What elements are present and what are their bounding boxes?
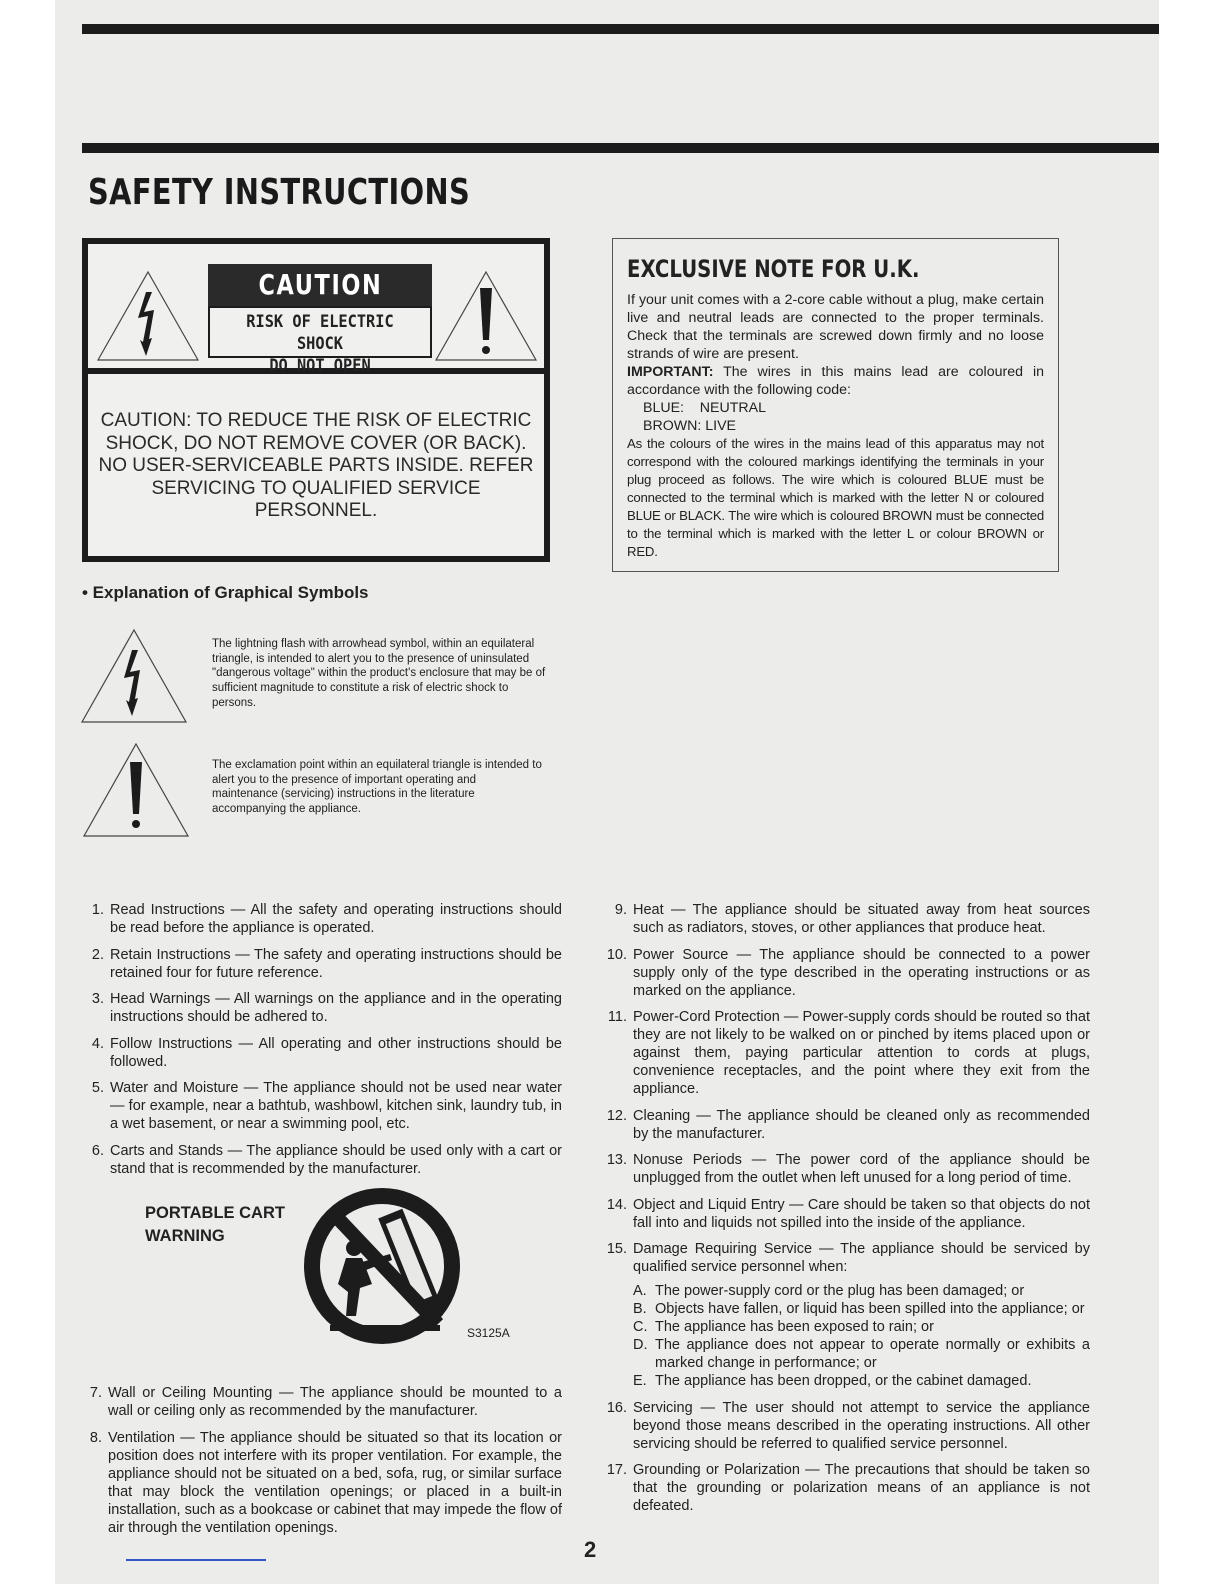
list-item: 15. Damage Requiring Service — The appliance should be serviced by qualified service personnel when: A. The power-supply cord or the plug has been damaged; or B. Objects have fallen, or liquid has been spilled into the appliance; or C. The appliance has been exposed to rain; or D. The appliance does not appear to operate normally or exhibits a marked change in performance; or E. The appliance has been dropped, or the cabinet damaged. xyxy=(606,1241,1090,1389)
list-item: 3. Head Warnings — All warnings on the appliance and in the operating instructions should be adhered to. xyxy=(91,991,562,1025)
list-item: 10. Power Source — The appliance should be connected to a power supply only of the type described in the operating instructions or as marked on the appliance. xyxy=(606,946,1090,999)
uk-note-important: IMPORTANT: The wires in this mains lead are coloured in accordance with the following code: xyxy=(627,364,1044,398)
uk-note-box xyxy=(612,238,1059,572)
list-item: 9. Heat — The appliance should be situated away from heat sources such as radiators, stoves, or other appliances that produce heat. xyxy=(614,902,1090,936)
cart-symbol-code: S3125A xyxy=(467,1326,510,1340)
sub-item: C. The appliance has been exposed to rain; or xyxy=(633,1319,934,1335)
caution-box xyxy=(82,238,550,562)
list-item: 14. Object and Liquid Entry — Care should be taken so that objects do not fall into and liquids not spilled into the inside of the appliance. xyxy=(606,1196,1090,1231)
top-rule xyxy=(82,24,1159,34)
uk-note-paragraph: If your unit comes with a 2-core cable without a plug, make certain live and neutral leads are connected to the proper terminals. Check that the terminals are screwed down firmly and no loose strands of wire are present. xyxy=(627,292,1044,362)
lightning-symbol-icon xyxy=(80,628,188,724)
lightning-triangle-icon xyxy=(96,270,200,362)
caution-header xyxy=(88,244,544,374)
page-title: SAFETY INSTRUCTIONS xyxy=(88,172,471,213)
list-item: 16. Servicing — The user should not attempt to service the appliance beyond those means described in the operating instructions. All other servicing should be referred to qualified service personnel. xyxy=(606,1399,1090,1452)
list-item: 8. Ventilation — The appliance should be situated so that its location or position does not interfere with its proper ventilation. For example, the appliance should not be situated on a bed, sofa, rug, or similar surface that may block the ventilation openings; or placed in a built-in installation, such as a bookcase or cabinet that may impede the flow of air through the ventilation openings. xyxy=(89,1429,562,1536)
symbols-heading: • Explanation of Graphical Symbols xyxy=(82,583,369,602)
uk-code-blue: BLUE: NEUTRAL xyxy=(643,400,766,416)
exclamation-symbol-icon xyxy=(82,742,190,838)
list-item: 17. Grounding or Polarization — The precautions that should be taken so that the grounding or polarization means of an appliance is not defeated. xyxy=(606,1462,1090,1514)
footer-link-line xyxy=(126,1559,266,1561)
exclamation-triangle-icon xyxy=(434,270,538,362)
cart-warning-label: PORTABLE CART WARNING xyxy=(145,1204,285,1245)
risk-notice: RISK OF ELECTRIC SHOCK DO NOT OPEN xyxy=(208,306,432,358)
second-rule xyxy=(82,143,1159,153)
list-item: 13. Nonuse Periods — The power cord of the appliance should be unplugged from the outlet when left unused for a long period of time. xyxy=(606,1152,1090,1186)
exclamation-symbol-text: The exclamation point within an equilateral triangle is intended to alert you to the presence of important operating and maintenance (servicing) instructions in the literature accompanying the appliance. xyxy=(212,759,542,816)
caution-text: CAUTION: TO REDUCE THE RISK OF ELECTRIC SHOCK, DO NOT REMOVE COVER (OR BACK). NO USER-SERVICEABLE PARTS INSIDE. REFER SERVICING TO QUALIFIED SERVICE PERSONNEL. xyxy=(98,410,534,521)
sub-item: B. Objects have fallen, or liquid has been spilled into the appliance; or xyxy=(633,1301,1085,1317)
left-instructions-list xyxy=(82,901,562,1186)
no-cart-tipping-icon xyxy=(300,1188,466,1348)
uk-code-brown: BROWN: LIVE xyxy=(643,418,737,434)
sub-item: E. The appliance has been dropped, or the cabinet damaged. xyxy=(633,1373,1032,1389)
left-instructions-list-continued xyxy=(80,1384,562,1545)
page-number: 2 xyxy=(584,1537,597,1562)
caution-label: CAUTION xyxy=(208,264,432,306)
right-instructions-list xyxy=(605,901,1090,1524)
list-item: 4. Follow Instructions — All operating and other instructions should be followed. xyxy=(91,1035,562,1070)
uk-note-title: EXCLUSIVE NOTE FOR U.K. xyxy=(627,255,920,283)
sub-item: A. The power-supply cord or the plug has been damaged; or xyxy=(633,1283,1025,1299)
damage-conditions-list xyxy=(633,1282,1090,1390)
list-item: 5. Water and Moisture — The appliance should not be used near water — for example, near a bathtub, washbowl, kitchen sink, laundry tub, in a wet basement, or near a swimming pool, etc. xyxy=(91,1080,562,1132)
list-item: 2. Retain Instructions — The safety and operating instructions should be retained four for future reference. xyxy=(91,946,562,981)
list-item: 12. Cleaning — The appliance should be cleaned only as recommended by the manufacturer. xyxy=(606,1107,1090,1142)
list-item: 1. Read Instructions — All the safety and operating instructions should be read before the appliance is operated. xyxy=(91,902,562,936)
list-item: 6. Carts and Stands — The appliance should be used only with a cart or stand that is recommended by the manufacturer. xyxy=(91,1142,562,1177)
lightning-symbol-text: The lightning flash with arrowhead symbol, within an equilateral triangle, is intended to alert you to the presence of uninsulated "dangerous voltage" within the product's enclosure that may be of sufficient magnitude to constitute a risk of electric shock to persons. xyxy=(212,638,546,709)
uk-note-paragraph-2: As the colours of the wires in the mains lead of this apparatus may not correspond with the coloured markings identifying the terminals in your plug proceed as follows. The wire which is coloured BLUE must be connected to the terminal which is marked with the letter N or coloured BLUE or BLACK. The wire which is coloured BROWN must be connected to the terminal which is marked with the letter L or colour BROWN or RED. xyxy=(627,436,1044,559)
list-item: 11. Power-Cord Protection — Power-supply cords should be routed so that they are not likely to be walked on or pinched by items placed upon or against them, paying particular attention to cords at plugs, convenience receptacles, and the point where they exit from the appliance. xyxy=(607,1009,1090,1097)
sub-item: D. The appliance does not appear to operate normally or exhibits a marked change in performance; or xyxy=(633,1337,1090,1371)
list-item: 7. Wall or Ceiling Mounting — The appliance should be mounted to a wall or ceiling only as recommended by the manufacturer. xyxy=(89,1385,562,1419)
